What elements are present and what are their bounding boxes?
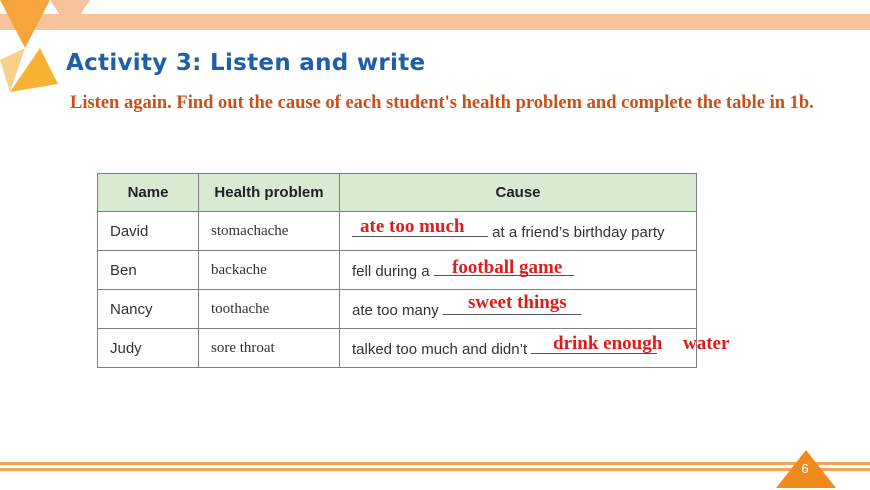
row-problem: toothache: [199, 290, 340, 329]
page-number: 6: [801, 461, 809, 476]
top-decor-bar: [0, 14, 870, 30]
answer-extra-text: water: [683, 333, 730, 354]
row-cause: [340, 212, 697, 251]
row-name: Nancy: [98, 290, 199, 329]
table-row: [98, 251, 697, 290]
header-health-problem: Health problem: [199, 174, 340, 212]
header-name: Name: [98, 174, 199, 212]
row-problem: sore throat: [199, 329, 340, 368]
row-name: David: [98, 212, 199, 251]
bottom-decor-line: [0, 462, 870, 465]
answer-text: ate too much: [360, 216, 465, 237]
answer-text: drink enough: [553, 333, 663, 354]
cause-text: at a friend’s birthday party: [492, 223, 665, 241]
answer-text: sweet things: [468, 292, 567, 313]
table-header-row: [98, 174, 697, 212]
activity-instruction: Listen again. Find out the cause of each student's health problem and complete the table in 1b.: [70, 93, 814, 113]
cause-text: talked too much and didn’t: [352, 340, 528, 358]
row-name: Judy: [98, 329, 199, 368]
cause-text: fell during a: [352, 262, 430, 280]
row-name: Ben: [98, 251, 199, 290]
cause-text: ate too many: [352, 301, 439, 319]
bottom-decor-line: [0, 468, 870, 471]
row-problem: backache: [199, 251, 340, 290]
table-row: [98, 212, 697, 251]
activity-title: Activity 3: Listen and write: [66, 50, 426, 76]
row-cause: [340, 329, 730, 368]
health-problem-table: [97, 173, 730, 368]
row-problem: stomachache: [199, 212, 340, 251]
table-row: [98, 290, 697, 329]
table-row: [98, 329, 697, 368]
row-cause: [340, 251, 697, 290]
header-cause: Cause: [340, 174, 697, 212]
answer-text: football game: [452, 257, 563, 278]
row-cause: [340, 290, 697, 329]
